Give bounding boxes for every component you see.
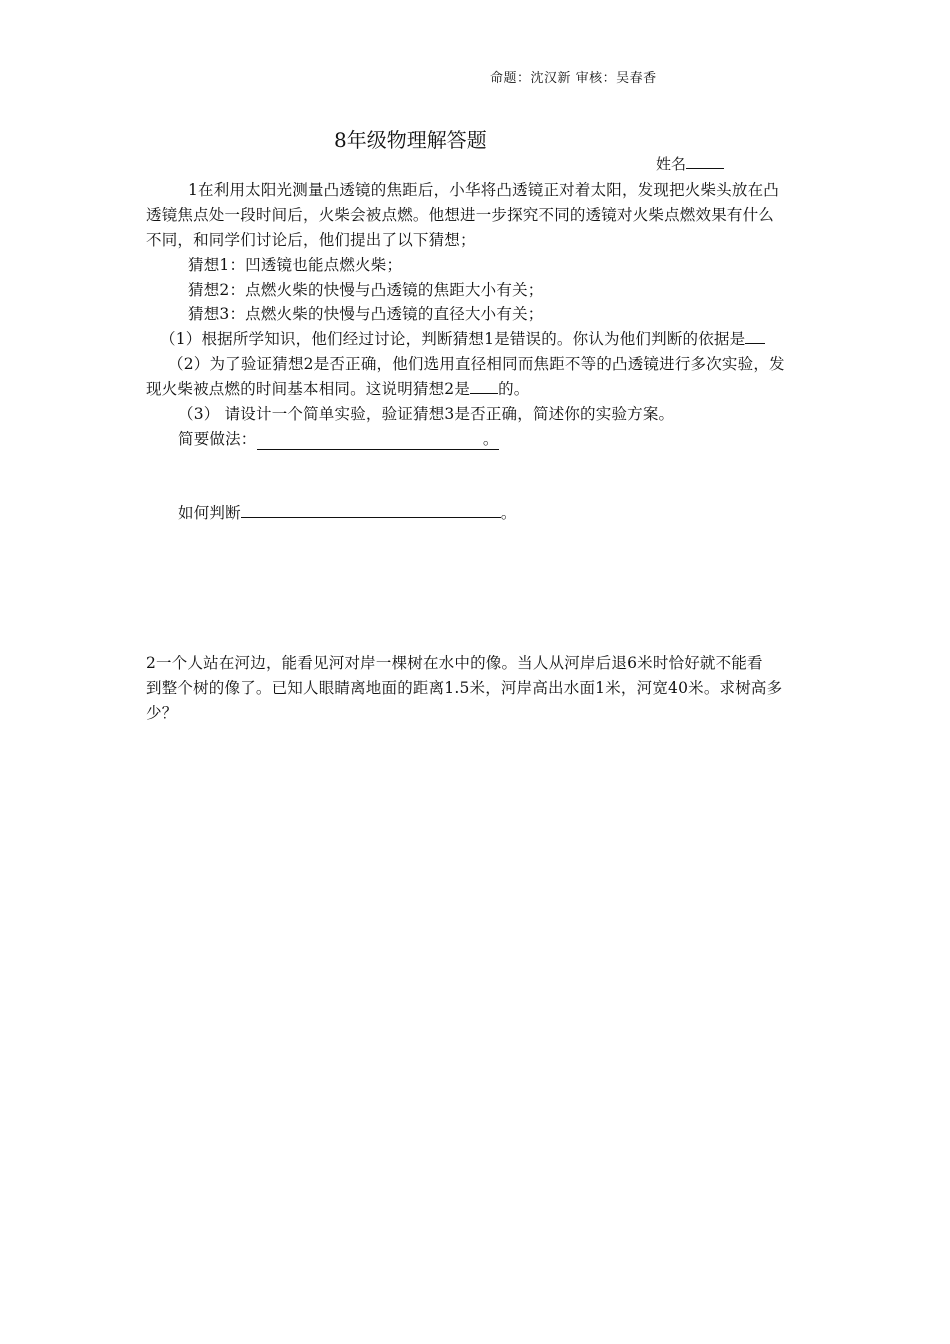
q2-line-3: 少？: [146, 704, 178, 722]
method-answer: [178, 427, 499, 450]
q1-line-1: 1在利用太阳光测量凸透镜的焦距后，小华将凸透镜正对着太阳，发现把火柴头放在凸: [188, 181, 779, 199]
q1-subquestion-2-line-1: （2）为了验证猜想2是否正确，他们选用直径相同而焦距不等的凸透镜进行多次实验，发: [168, 355, 785, 373]
author-reviewer-header: 命题：沈汉新 审核：吴春香: [490, 71, 657, 86]
method-blank: [257, 427, 499, 450]
judge-end: 。: [500, 504, 517, 522]
method-label: 简要做法：: [178, 430, 257, 448]
q1-subquestion-1: [160, 327, 765, 349]
q1-sub2-blank: [470, 379, 498, 394]
q1-sub1-text: （1）根据所学知识，他们经过讨论，判断猜想1是错误的。你认为他们判断的依据是: [160, 330, 746, 348]
q2-line-2: 到整个树的像了。已知人眼睛离地面的距离1.5米，河岸高出水面1米，河宽40米。求树高多: [146, 679, 783, 697]
q2-line-1: 2一个人站在河边，能看见河对岸一棵树在水中的像。当人从河岸后退6米时恰好就不能看: [146, 654, 763, 672]
q1-line-3: 不同，和同学们讨论后，他们提出了以下猜想；: [146, 231, 476, 249]
judge-label: 如何判断: [178, 504, 241, 522]
q1-guess-3: 猜想3：点燃火柴的快慢与凸透镜的直径大小有关；: [188, 305, 544, 323]
page-title: 8年级物理解答题: [334, 128, 487, 152]
q1-guess-2: 猜想2：点燃火柴的快慢与凸透镜的焦距大小有关；: [188, 281, 544, 299]
name-label: 姓名: [656, 155, 687, 173]
q1-line-2: 透镜焦点处一段时间后，火柴会被点燃。他想进一步探究不同的透镜对火柴点燃效果有什么: [146, 206, 775, 224]
judge-blank: [241, 503, 501, 518]
judge-answer: [178, 501, 517, 523]
name-field: [656, 153, 724, 174]
q1-sub1-blank: [745, 329, 765, 344]
q1-subquestion-3: （3） 请设计一个简单实验，验证猜想3是否正确，简述你的实验方案。: [178, 405, 675, 423]
q1-guess-1: 猜想1：凹透镜也能点燃火柴；: [188, 256, 403, 274]
name-blank: [686, 154, 724, 169]
q1-subquestion-2-line-2: [146, 377, 810, 399]
method-end: 。: [482, 430, 499, 448]
q1-sub2-text: 现火柴被点燃的时间基本相同。这说明猜想2是: [146, 380, 471, 398]
q1-sub2-end: 的。: [498, 380, 530, 398]
